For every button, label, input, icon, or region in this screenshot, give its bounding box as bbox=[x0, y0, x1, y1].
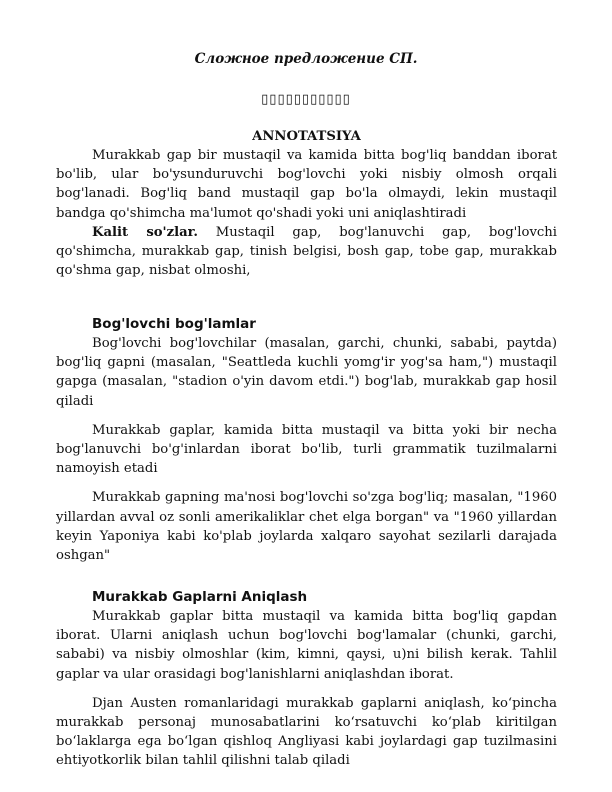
keywords-text: Mustaqil gap, bog'lanuvchi gap, bog'lovchi qo'shimcha, murakkab gap, tinish belgisi, bosh gap, tobe gap, murakkab qo'shma gap, nisbat olmoshi, bbox=[56, 224, 558, 279]
section2-heading: Murakkab Gaplarni Aniqlash bbox=[92, 589, 308, 605]
document-title: Сложное предложение СП. bbox=[194, 51, 418, 67]
document-subtitle: ▯▯▯▯▯▯▯▯▯▯▯ bbox=[261, 92, 351, 107]
section1-body bbox=[56, 334, 557, 565]
section2-paragraph-2: Djan Austen romanlaridagi murakkab gaplarni aniqlash, ko‘pincha murakkab personaj munosabatlarini ko‘rsatuvchi ko‘plab kiritilgan bo‘laklarga ega bo‘lgan qishloq Angliyasi kabi joylardagi gap tuzilmasini ehtiyotkorlik bilan tahlil qilishni talab qiladi bbox=[56, 695, 557, 769]
keywords-label: Kalit so'zlar. bbox=[92, 224, 198, 240]
section1-paragraph-3: Murakkab gapning ma'nosi bog'lovchi so'zga bog'liq; masalan, "1960 yillardan avval oz sonli amerikaliklar chet elga borgan" va "1960 yillardan keyin Yaponiya kabi ko'plab joylarda xalqaro sayohat sezilarli darajada oshgan" bbox=[56, 490, 557, 564]
annotation-section bbox=[56, 146, 557, 280]
keywords-paragraph bbox=[56, 223, 557, 281]
section1-paragraph-1: Bog'lovchi bog'lovchilar (masalan, garchi, chunki, sababi, paytda) bog'liq gapni (masalan, "Seattleda kuchli yomg'ir yog'sa ham,") mustaqil gapga (masalan, "stadion o'yin davom etdi.") bog'lab, murakkab gap hosil qiladi bbox=[56, 336, 557, 409]
section2-paragraph-1: Murakkab gaplar bitta mustaqil va kamida bitta bog'liq gapdan iborat. Ularni aniqlash uchun bog'lovchi bog'lamalar (chunki, garchi, sababi) va nisbiy olmoshlar (kim, kimni, qaysi, u)ni bilish kerak. Tahlil gaplar va ular orasidagi bog'lanishlarni aniqlashdan iborat. bbox=[56, 609, 557, 682]
section2-body bbox=[56, 607, 557, 771]
annotation-heading: ANNOTATSIYA bbox=[252, 129, 361, 144]
section1-heading: Bog'lovchi bog'lamlar bbox=[92, 316, 256, 332]
annotation-paragraph: Murakkab gap bir mustaqil va kamida bitta bog'liq banddan iborat bo'lib, ular bo'ysunduruvchi bog'lovchi yoki nisbiy olmosh orqali bog'lanadi. Bog'liq band mustaqil gap bo'la olmaydi, lekin mustaqil bandga qo'shimcha ma'lumot qo'shadi yoki uni aniqlashtiradi bbox=[56, 148, 557, 221]
section1-paragraph-2: Murakkab gaplar, kamida bitta mustaqil va bitta yoki bir necha bog'lanuvchi bo'g'inlardan iborat bo'lib, turli grammatik tuzilmalarni namoyish etadi bbox=[56, 422, 557, 477]
